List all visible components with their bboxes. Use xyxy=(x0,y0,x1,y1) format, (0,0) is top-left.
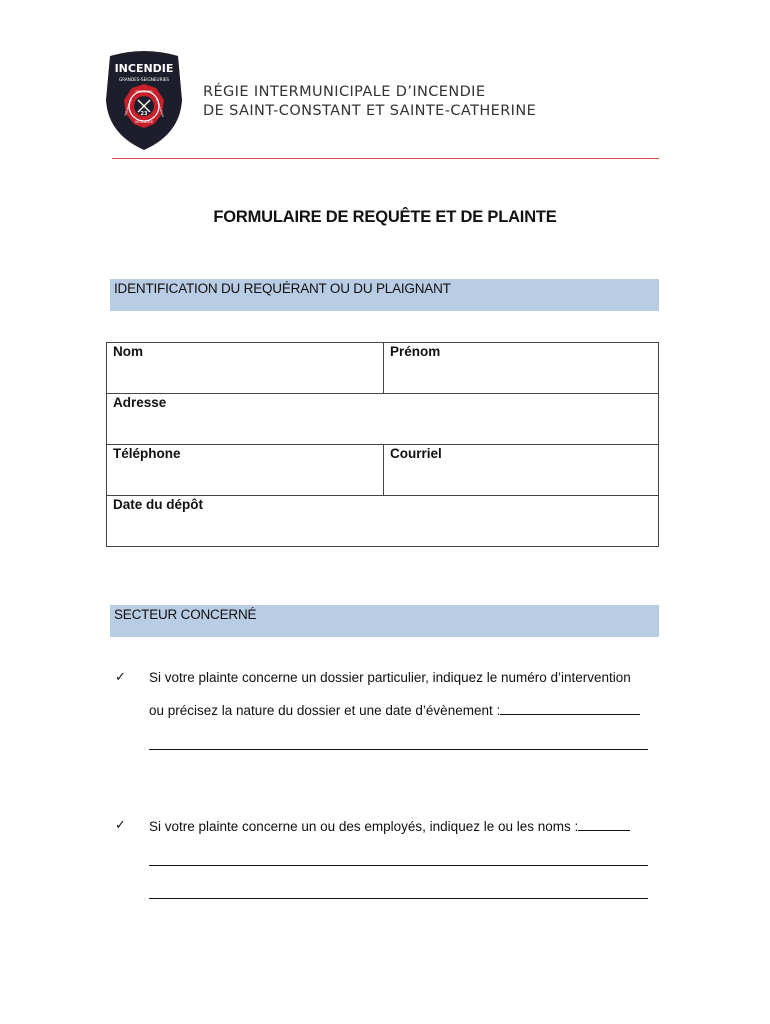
logo-ring-bottom: VIGILANCE xyxy=(134,120,154,124)
item-dossier-line-2-wrap xyxy=(149,702,640,718)
item-employes-line-1: Si votre plainte concerne un ou des employés, indiquez le ou les noms : xyxy=(149,819,579,834)
checkmark-icon: ✓ xyxy=(115,818,126,833)
field-nom[interactable] xyxy=(107,343,384,394)
logo-ring-left: PRÉVENTION xyxy=(124,99,133,117)
logo-ring-right: INTERVENTION xyxy=(154,98,165,118)
field-date-depot[interactable] xyxy=(107,496,659,547)
item-dossier-line-2: ou précisez la nature du dossier et une date d’évènement : xyxy=(149,703,501,718)
dossier-answer-blank[interactable] xyxy=(500,702,640,715)
organization-name xyxy=(203,83,536,121)
field-prenom-label: Prénom xyxy=(390,344,441,359)
logo-ring-top: SECOURS xyxy=(135,90,153,94)
logo-title-text: INCENDIE xyxy=(114,62,174,75)
employes-answer-line-2[interactable] xyxy=(149,898,648,899)
logo-number: 23 xyxy=(140,111,148,117)
section-heading-identification xyxy=(110,279,659,311)
employes-answer-line-1[interactable] xyxy=(149,865,648,866)
section-heading-secteur-label: SECTEUR CONCERNÉ xyxy=(114,607,257,622)
organization-line-1: RÉGIE INTERMUNICIPALE D’INCENDIE xyxy=(203,84,486,100)
fire-department-logo xyxy=(102,50,186,152)
checkmark-icon: ✓ xyxy=(115,670,126,685)
employes-answer-blank[interactable] xyxy=(578,818,630,831)
field-nom-label: Nom xyxy=(113,344,143,359)
header-divider xyxy=(112,158,659,159)
section-heading-secteur xyxy=(110,605,659,637)
logo-sub-text: GRANDES-SEIGNEURIES xyxy=(118,77,170,82)
item-employes-line-wrap xyxy=(149,818,630,834)
field-courriel[interactable] xyxy=(384,445,659,496)
dossier-answer-line[interactable] xyxy=(149,749,648,750)
field-adresse-label: Adresse xyxy=(113,395,167,410)
field-adresse[interactable] xyxy=(107,394,659,445)
field-courriel-label: Courriel xyxy=(390,446,442,461)
field-telephone[interactable] xyxy=(107,445,384,496)
form-title: FORMULAIRE DE REQUÊTE ET DE PLAINTE xyxy=(213,208,557,226)
field-telephone-label: Téléphone xyxy=(113,446,181,461)
field-date-depot-label: Date du dépôt xyxy=(113,497,203,512)
organization-line-2: DE SAINT-CONSTANT ET SAINTE-CATHERINE xyxy=(203,103,537,119)
field-prenom[interactable] xyxy=(384,343,659,394)
identification-table xyxy=(106,342,659,547)
section-heading-identification-label: IDENTIFICATION DU REQUÉRANT OU DU PLAIGNANT xyxy=(114,281,451,296)
item-dossier-line-1: Si votre plainte concerne un dossier particulier, indiquez le numéro d’intervention xyxy=(149,670,631,685)
